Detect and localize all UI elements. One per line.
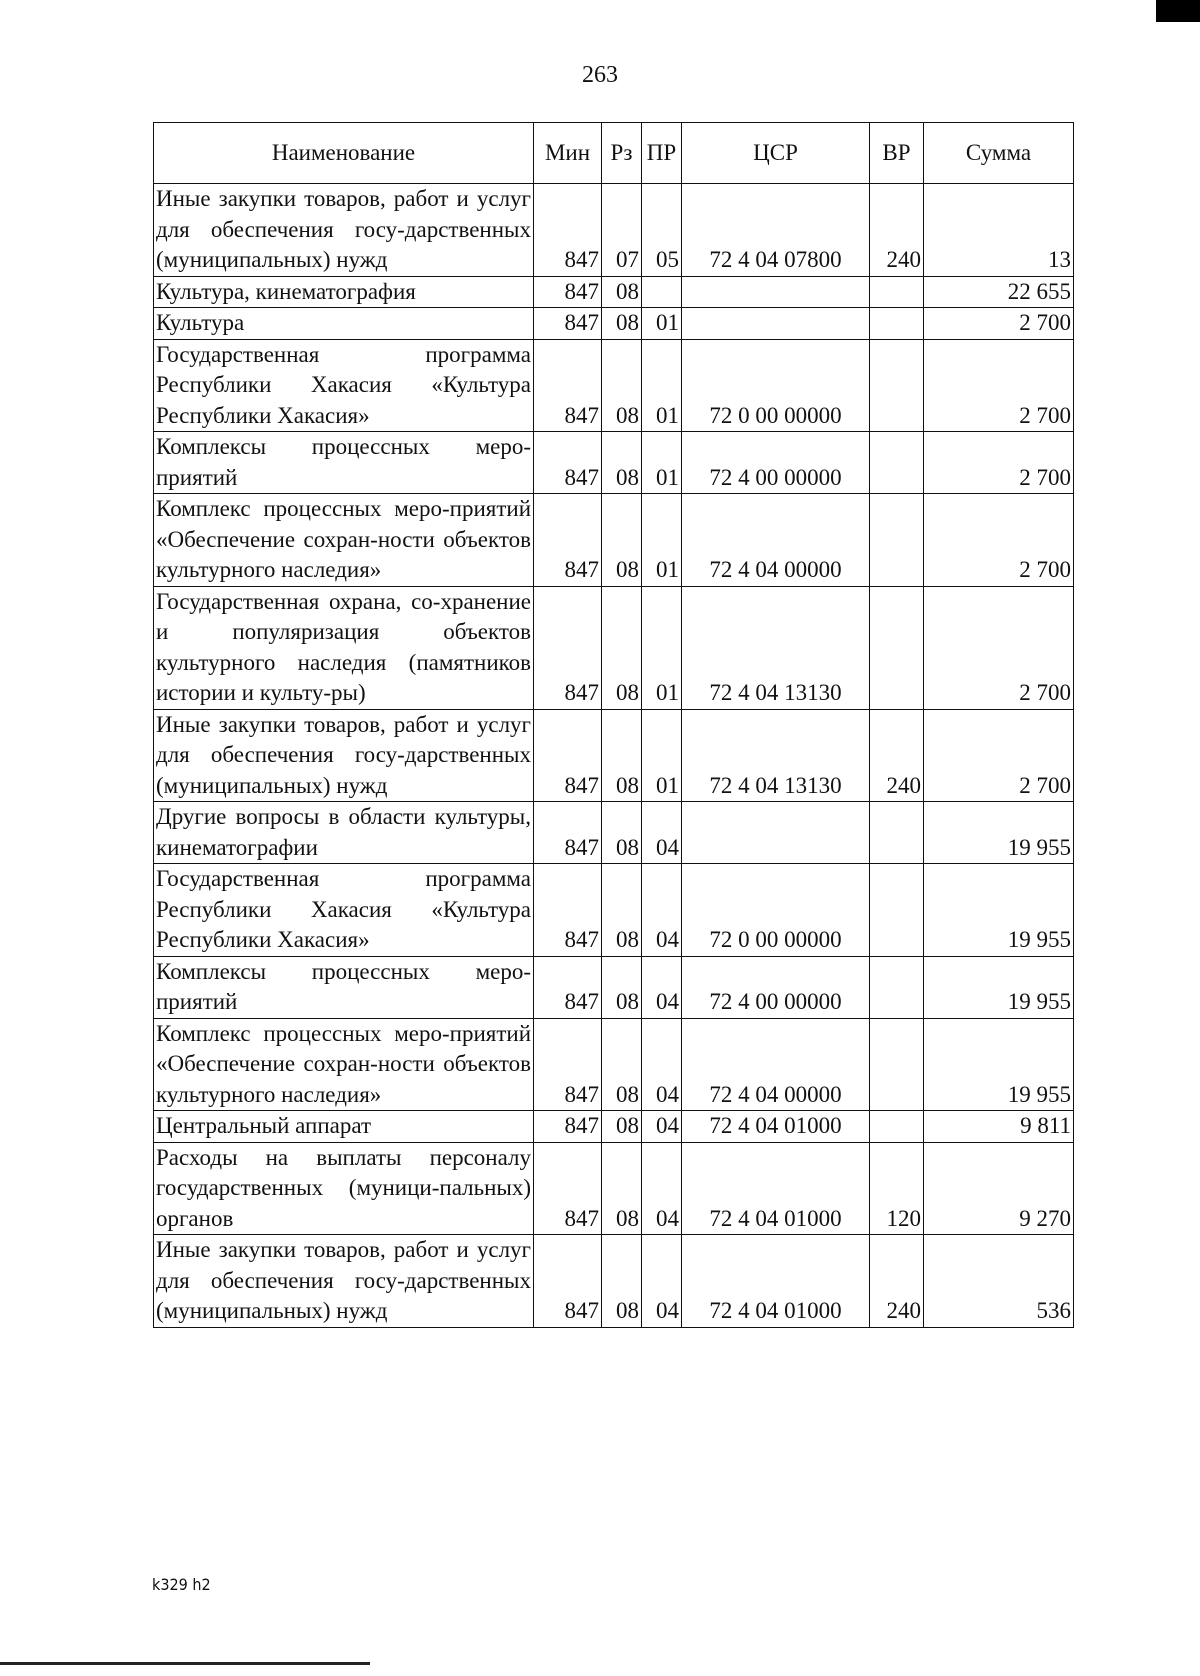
cell-csr: 72 4 04 07800 (682, 184, 870, 277)
cell-sum: 9 811 (924, 1111, 1074, 1143)
cell-name: Иные закупки товаров, работ и услуг для обеспечения госу-дарственных (муниципальных) нужд (154, 709, 534, 802)
cell-vr: 240 (870, 1235, 924, 1328)
cell-sum: 2 700 (924, 494, 1074, 587)
cell-min: 847 (534, 956, 602, 1018)
column-header-rz: Рз (602, 123, 642, 184)
cell-sum: 2 700 (924, 308, 1074, 340)
cell-rz: 08 (602, 956, 642, 1018)
cell-min: 847 (534, 184, 602, 277)
cell-pr: 01 (642, 308, 682, 340)
budget-table (153, 122, 1074, 1328)
table-row (154, 184, 1074, 277)
table-row (154, 802, 1074, 864)
cell-vr (870, 864, 924, 957)
cell-rz: 08 (602, 1235, 642, 1328)
cell-min: 847 (534, 308, 602, 340)
cell-min: 847 (534, 802, 602, 864)
cell-csr: 72 4 04 13130 (682, 586, 870, 709)
cell-min: 847 (534, 864, 602, 957)
cell-name: Комплекс процессных меро-приятий «Обеспечение сохран-ности объектов культурного наследия» (154, 1018, 534, 1111)
cell-vr (870, 1018, 924, 1111)
cell-min: 847 (534, 339, 602, 432)
cell-vr (870, 276, 924, 308)
table-row (154, 956, 1074, 1018)
cell-csr (682, 802, 870, 864)
cell-pr: 04 (642, 864, 682, 957)
cell-name: Государственная программа Республики Хакасия «Культура Республики Хакасия» (154, 339, 534, 432)
cell-sum: 536 (924, 1235, 1074, 1328)
cell-pr: 01 (642, 339, 682, 432)
cell-csr (682, 308, 870, 340)
cell-pr (642, 276, 682, 308)
cell-pr: 04 (642, 1142, 682, 1235)
cell-csr: 72 0 00 00000 (682, 339, 870, 432)
cell-name: Центральный аппарат (154, 1111, 534, 1143)
cell-pr: 04 (642, 1018, 682, 1111)
cell-sum: 2 700 (924, 339, 1074, 432)
cell-vr (870, 308, 924, 340)
cell-min: 847 (534, 1235, 602, 1328)
cell-vr (870, 586, 924, 709)
cell-pr: 04 (642, 956, 682, 1018)
cell-pr: 01 (642, 432, 682, 494)
cell-name: Комплексы процессных меро-приятий (154, 432, 534, 494)
cell-min: 847 (534, 276, 602, 308)
cell-vr (870, 432, 924, 494)
cell-csr (682, 276, 870, 308)
cell-sum: 9 270 (924, 1142, 1074, 1235)
cell-csr: 72 4 04 01000 (682, 1111, 870, 1143)
cell-min: 847 (534, 494, 602, 587)
cell-pr: 04 (642, 1111, 682, 1143)
cell-min: 847 (534, 432, 602, 494)
cell-min: 847 (534, 709, 602, 802)
cell-name: Государственная охрана, со-хранение и популяризация объектов культурного наследия (памятников истории и культу-ры) (154, 586, 534, 709)
cell-rz: 08 (602, 1142, 642, 1235)
cell-min: 847 (534, 1018, 602, 1111)
cell-sum: 19 955 (924, 802, 1074, 864)
cell-sum: 2 700 (924, 432, 1074, 494)
cell-csr: 72 4 00 00000 (682, 956, 870, 1018)
cell-vr (870, 494, 924, 587)
cell-vr (870, 1111, 924, 1143)
cell-name: Комплексы процессных меро-приятий (154, 956, 534, 1018)
cell-vr: 120 (870, 1142, 924, 1235)
cell-min: 847 (534, 1142, 602, 1235)
cell-name: Иные закупки товаров, работ и услуг для обеспечения госу-дарственных (муниципальных) нужд (154, 1235, 534, 1328)
cell-sum: 19 955 (924, 1018, 1074, 1111)
cell-csr: 72 4 00 00000 (682, 432, 870, 494)
cell-rz: 08 (602, 802, 642, 864)
cell-min: 847 (534, 1111, 602, 1143)
cell-name: Культура, кинематография (154, 276, 534, 308)
cell-csr: 72 4 04 13130 (682, 709, 870, 802)
scan-corner-mark (1156, 0, 1200, 22)
table-row (154, 432, 1074, 494)
cell-csr: 72 4 04 01000 (682, 1142, 870, 1235)
cell-vr: 240 (870, 184, 924, 277)
cell-pr: 04 (642, 802, 682, 864)
table-row (154, 1142, 1074, 1235)
cell-pr: 01 (642, 586, 682, 709)
cell-rz: 08 (602, 432, 642, 494)
cell-vr: 240 (870, 709, 924, 802)
table-row (154, 1235, 1074, 1328)
cell-csr: 72 4 04 01000 (682, 1235, 870, 1328)
table-body (154, 184, 1074, 1328)
table-row (154, 864, 1074, 957)
cell-name: Расходы на выплаты персоналу государственных (муници-пальных) органов (154, 1142, 534, 1235)
table-row (154, 1018, 1074, 1111)
cell-sum: 19 955 (924, 864, 1074, 957)
cell-rz: 08 (602, 586, 642, 709)
table-row (154, 308, 1074, 340)
cell-min: 847 (534, 586, 602, 709)
table-row (154, 586, 1074, 709)
cell-pr: 04 (642, 1235, 682, 1328)
table-row (154, 276, 1074, 308)
cell-rz: 08 (602, 308, 642, 340)
cell-name: Государственная программа Республики Хакасия «Культура Республики Хакасия» (154, 864, 534, 957)
table-row (154, 339, 1074, 432)
cell-name: Иные закупки товаров, работ и услуг для обеспечения госу-дарственных (муниципальных) нужд (154, 184, 534, 277)
cell-rz: 08 (602, 1018, 642, 1111)
cell-rz: 08 (602, 339, 642, 432)
column-header-sum: Сумма (924, 123, 1074, 184)
cell-csr: 72 4 04 00000 (682, 494, 870, 587)
cell-name: Комплекс процессных меро-приятий «Обеспечение сохран-ности объектов культурного наследия» (154, 494, 534, 587)
cell-pr: 01 (642, 709, 682, 802)
column-header-csr: ЦСР (682, 123, 870, 184)
cell-vr (870, 956, 924, 1018)
table-row (154, 1111, 1074, 1143)
column-header-pr: ПР (642, 123, 682, 184)
page-number: 263 (582, 62, 618, 88)
cell-rz: 08 (602, 864, 642, 957)
cell-name: Другие вопросы в области культуры, кинематографии (154, 802, 534, 864)
cell-rz: 08 (602, 494, 642, 587)
cell-name: Культура (154, 308, 534, 340)
table-row (154, 494, 1074, 587)
cell-pr: 05 (642, 184, 682, 277)
cell-csr: 72 4 04 00000 (682, 1018, 870, 1111)
cell-pr: 01 (642, 494, 682, 587)
cell-sum: 22 655 (924, 276, 1074, 308)
cell-vr (870, 802, 924, 864)
cell-rz: 08 (602, 276, 642, 308)
footer-code: k329 h2 (152, 1575, 211, 1594)
column-header-min: Мин (534, 123, 602, 184)
cell-csr: 72 0 00 00000 (682, 864, 870, 957)
cell-sum: 2 700 (924, 586, 1074, 709)
cell-sum: 2 700 (924, 709, 1074, 802)
cell-sum: 13 (924, 184, 1074, 277)
table-header-row (154, 123, 1074, 184)
cell-sum: 19 955 (924, 956, 1074, 1018)
cell-rz: 08 (602, 1111, 642, 1143)
cell-vr (870, 339, 924, 432)
cell-rz: 08 (602, 709, 642, 802)
cell-rz: 07 (602, 184, 642, 277)
column-header-vr: ВР (870, 123, 924, 184)
table-row (154, 709, 1074, 802)
column-header-name: Наименование (154, 123, 534, 184)
scan-edge-line (0, 1662, 370, 1665)
